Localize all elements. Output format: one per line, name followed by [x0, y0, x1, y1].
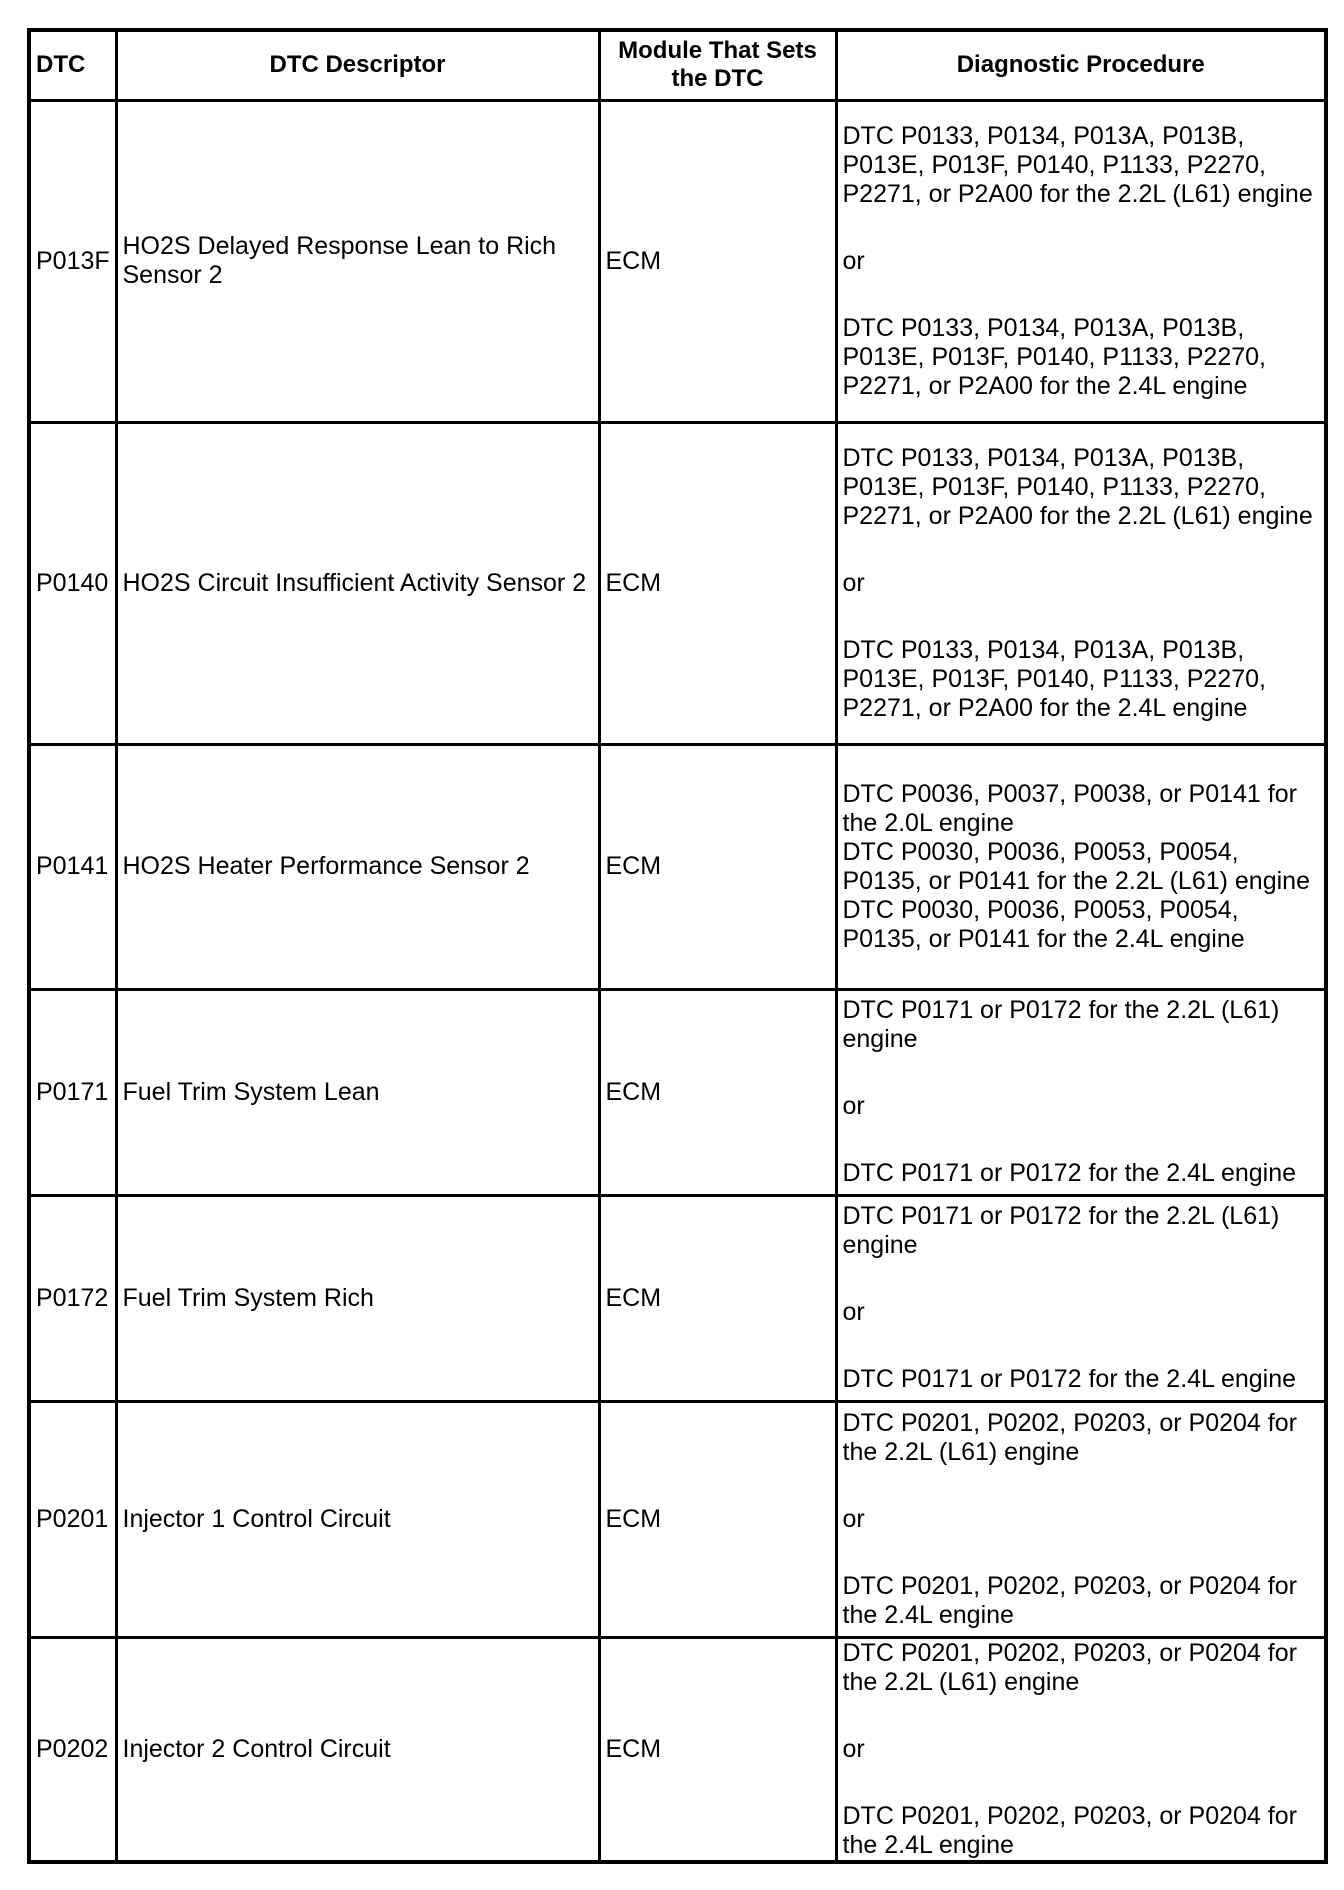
cell-module: ECM [599, 1195, 836, 1401]
procedure-line: DTC P0201, P0202, P0203, or P0204 for the 2.2L (L61) engine [842, 1638, 1297, 1696]
cell-dtc: P0141 [29, 744, 116, 989]
procedure-line: DTC P0201, P0202, P0203, or P0204 for the 2.4L engine [842, 1801, 1297, 1859]
cell-procedure [836, 1401, 1326, 1637]
procedure-line: DTC P0171 or P0172 for the 2.2L (L61) engine [842, 996, 1280, 1054]
cell-dtc: P0140 [29, 422, 116, 744]
procedure-or: or [842, 1298, 865, 1327]
cell-dtc: P0202 [29, 1637, 116, 1862]
cell-descriptor: HO2S Circuit Insufficient Activity Sensor 2 [116, 422, 599, 744]
table-row [29, 1401, 1326, 1637]
procedure-line: DTC P0201, P0202, P0203, or P0204 for the 2.4L engine [842, 1571, 1297, 1629]
cell-procedure [836, 100, 1326, 422]
procedure-line: DTC P0133, P0134, P013A, P013B, P013E, P013F, P0140, P1133, P2270, P2271, or P2A00 for the 2.4L engine [842, 313, 1266, 400]
procedure-line: DTC P0133, P0134, P013A, P013B, P013E, P013F, P0140, P1133, P2270, P2271, or P2A00 for the 2.2L (L61) engine [842, 121, 1313, 208]
procedure-line: DTC P0171 or P0172 for the 2.2L (L61) engine [842, 1202, 1280, 1260]
cell-module: ECM [599, 1401, 836, 1637]
procedure-line: DTC P0030, P0036, P0053, P0054, P0135, or P0141 for the 2.4L engine [842, 895, 1245, 953]
procedure-line: DTC P0133, P0134, P013A, P013B, P013E, P013F, P0140, P1133, P2270, P2271, or P2A00 for the 2.4L engine [842, 635, 1266, 722]
cell-descriptor: Fuel Trim System Rich [116, 1195, 599, 1401]
cell-procedure [836, 422, 1326, 744]
table-row [29, 989, 1326, 1195]
table-header-row [29, 30, 1326, 100]
table-row [29, 100, 1326, 422]
procedure-or: or [842, 246, 865, 275]
procedure-or: or [842, 1092, 865, 1121]
header-dtc: DTC [29, 30, 116, 100]
procedure-line: DTC P0030, P0036, P0053, P0054, P0135, or P0141 for the 2.2L (L61) engine [842, 837, 1310, 895]
header-descriptor: DTC Descriptor [116, 30, 599, 100]
cell-module: ECM [599, 1637, 836, 1862]
procedure-or: or [842, 568, 865, 597]
header-module: Module That Sets the DTC [599, 30, 836, 100]
cell-module: ECM [599, 422, 836, 744]
cell-dtc: P013F [29, 100, 116, 422]
cell-module: ECM [599, 744, 836, 989]
cell-descriptor: HO2S Delayed Response Lean to Rich Sensor 2 [116, 100, 599, 422]
procedure-line: DTC P0171 or P0172 for the 2.4L engine [842, 1159, 1297, 1188]
cell-module: ECM [599, 989, 836, 1195]
cell-dtc: P0171 [29, 989, 116, 1195]
cell-descriptor: Injector 2 Control Circuit [116, 1637, 599, 1862]
table-row [29, 1195, 1326, 1401]
procedure-or: or [842, 1504, 865, 1533]
cell-procedure [836, 1195, 1326, 1401]
procedure-or: or [842, 1734, 865, 1763]
cell-descriptor: Fuel Trim System Lean [116, 989, 599, 1195]
procedure-line: DTC P0036, P0037, P0038, or P0141 for the 2.0L engine [842, 779, 1297, 837]
procedure-line: DTC P0201, P0202, P0203, or P0204 for the 2.2L (L61) engine [842, 1408, 1297, 1466]
cell-dtc: P0201 [29, 1401, 116, 1637]
header-procedure: Diagnostic Procedure [836, 30, 1326, 100]
procedure-line: DTC P0171 or P0172 for the 2.4L engine [842, 1365, 1297, 1394]
dtc-table [27, 28, 1328, 1864]
cell-dtc: P0172 [29, 1195, 116, 1401]
table-row [29, 422, 1326, 744]
cell-descriptor: HO2S Heater Performance Sensor 2 [116, 744, 599, 989]
cell-descriptor: Injector 1 Control Circuit [116, 1401, 599, 1637]
procedure-line: DTC P0133, P0134, P013A, P013B, P013E, P013F, P0140, P1133, P2270, P2271, or P2A00 for the 2.2L (L61) engine [842, 443, 1313, 530]
table-row [29, 1637, 1326, 1862]
cell-procedure [836, 1637, 1326, 1862]
cell-procedure [836, 989, 1326, 1195]
cell-procedure [836, 744, 1326, 989]
table-row [29, 744, 1326, 989]
cell-module: ECM [599, 100, 836, 422]
